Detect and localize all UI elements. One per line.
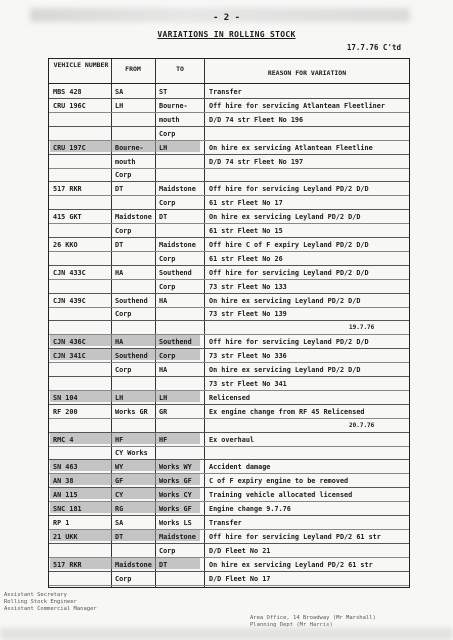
distribution-list-right xyxy=(250,615,376,629)
from-cell: HA xyxy=(115,268,124,277)
vehicle-number-cell: CRU 197C xyxy=(53,143,86,152)
to-cell: Bourne- xyxy=(159,101,188,110)
table-row xyxy=(49,435,411,445)
table-row xyxy=(49,115,411,125)
row-rule xyxy=(49,376,409,377)
vehicle-number-cell: MBS 428 xyxy=(53,88,82,96)
table-row xyxy=(49,476,411,486)
reason-cell: 73 str Fleet No 139 xyxy=(209,310,287,319)
from-cell: DT xyxy=(115,240,124,249)
table-row xyxy=(49,421,411,431)
from-cell: Bourne- xyxy=(115,143,144,152)
table-row xyxy=(49,407,411,417)
from-cell: CY Works xyxy=(115,449,148,458)
vehicle-number-cell: AN 38 xyxy=(53,477,74,486)
to-cell: Maidstone xyxy=(159,532,196,541)
row-rule xyxy=(49,320,409,321)
table-row xyxy=(49,170,411,180)
row-rule xyxy=(49,571,409,572)
vehicle-number-cell: 517 RKR xyxy=(53,185,82,194)
vehicle-number-cell: 415 GKT xyxy=(53,213,82,222)
vehicle-number-cell: SN 463 xyxy=(53,463,78,472)
table-row xyxy=(49,101,411,111)
row-rule xyxy=(49,404,409,405)
reason-cell: C of F expiry engine to be removed xyxy=(209,477,349,486)
from-cell: SA xyxy=(115,88,124,96)
row-rule xyxy=(49,279,409,280)
header-to: TO xyxy=(176,65,184,73)
to-cell: GR xyxy=(159,407,168,416)
from-cell: Southend xyxy=(115,352,148,361)
from-cell: Works GR xyxy=(115,407,148,416)
row-rule xyxy=(49,362,409,363)
row-rule xyxy=(49,154,409,155)
vehicle-number-cell: RF 200 xyxy=(53,407,78,416)
to-cell: LH xyxy=(159,143,168,152)
reason-cell: Training vehicle allocated licensed xyxy=(209,491,353,500)
from-cell: LH xyxy=(115,393,124,402)
to-cell: Southend xyxy=(159,268,192,277)
table-row xyxy=(49,198,411,208)
reason-cell: 73 str Fleet No 336 xyxy=(209,352,287,361)
reason-cell: 73 str Fleet No 133 xyxy=(209,282,287,291)
row-rule xyxy=(49,181,409,182)
from-cell: mouth xyxy=(115,157,136,166)
to-cell: LH xyxy=(159,393,168,402)
table-row xyxy=(49,337,411,347)
reason-cell: Accident damage xyxy=(209,463,271,472)
row-rule xyxy=(49,209,409,210)
reason-cell: Off hire for servicing Leyland PD/2 D/D xyxy=(209,185,369,194)
table-row xyxy=(49,532,411,542)
row-rule xyxy=(49,251,409,252)
to-cell: Maidstone xyxy=(159,185,196,194)
to-cell: Southend xyxy=(159,338,192,347)
table-row xyxy=(49,323,411,333)
vehicle-number-cell: CJN 439C xyxy=(53,296,86,305)
reason-cell: 73 str Fleet No 341 xyxy=(209,379,287,388)
from-cell: Corp xyxy=(115,171,132,180)
from-cell: HF xyxy=(115,435,124,444)
vehicle-number-cell: 517 RKR xyxy=(53,560,82,569)
table-row xyxy=(49,351,411,361)
header-vehicle-number: VEHICLE NUMBER xyxy=(53,61,109,69)
table-row xyxy=(49,309,411,319)
vehicle-number-cell: 26 KKO xyxy=(53,240,78,249)
vehicle-number-cell: RP 1 xyxy=(53,518,70,527)
footer-line: Assistant Commercial Manager xyxy=(4,606,97,612)
row-rule xyxy=(49,112,409,113)
to-cell: Corp xyxy=(159,352,176,361)
footer-line: Assistant Secretary xyxy=(4,592,67,598)
document-date: 17.7.76 C'td xyxy=(346,43,401,52)
table-row xyxy=(49,546,411,556)
vehicle-number-cell: SNC 181 xyxy=(53,505,82,513)
header-from: FROM xyxy=(125,65,141,73)
row-rule xyxy=(49,168,409,169)
to-cell: HA xyxy=(159,366,168,374)
reason-cell: 20.7.76 xyxy=(349,421,375,429)
table-row xyxy=(49,240,411,250)
vehicle-number-cell: CJN 436C xyxy=(53,338,86,347)
to-cell: Maidstone xyxy=(159,240,196,249)
smudge xyxy=(0,628,453,640)
from-cell: HA xyxy=(115,338,124,347)
table-row xyxy=(49,157,411,167)
reason-cell: Off hire for servicing Atlantean Fleetliner xyxy=(209,101,385,110)
reason-cell: On hire ex servicing Leyland PD/2 61 str xyxy=(209,560,373,569)
vehicle-number-cell: CJN 433C xyxy=(53,268,86,277)
table-row xyxy=(49,448,411,458)
table-row xyxy=(49,490,411,500)
table-row xyxy=(49,129,411,139)
header-reason: REASON FOR VARIATION xyxy=(267,69,347,77)
reason-cell: Off hire C of F expiry Leyland PD/2 D/D xyxy=(209,240,369,249)
to-cell: DT xyxy=(159,213,168,222)
table-row xyxy=(49,212,411,222)
from-cell: Corp xyxy=(115,366,132,374)
to-cell: Corp xyxy=(159,254,176,263)
reason-cell: D/D Fleet No 21 xyxy=(209,546,271,555)
from-cell: Corp xyxy=(115,574,132,583)
to-cell: Corp xyxy=(159,129,176,138)
table-row xyxy=(49,268,411,278)
table-row xyxy=(49,296,411,306)
page-number: - 2 - xyxy=(212,13,241,23)
row-rule xyxy=(49,418,409,419)
variations-table xyxy=(48,58,410,588)
reason-cell: Off hire for servicing Leyland PD/2 D/D xyxy=(209,268,369,277)
reason-cell: D/D 74 str Fleet No 196 xyxy=(209,115,304,124)
to-cell: Works CY xyxy=(159,491,192,500)
row-rule xyxy=(49,585,409,586)
reason-cell: Ex overhaul xyxy=(209,435,255,444)
to-cell: mouth xyxy=(159,115,180,124)
reason-cell: On hire ex servicing Leyland PD/2 D/D xyxy=(209,213,361,222)
table-row xyxy=(49,87,411,97)
reason-cell: 61 str Fleet No 26 xyxy=(209,254,283,263)
row-rule xyxy=(49,237,409,238)
reason-cell: On hire ex servicing Leyland PD/2 D/D xyxy=(209,366,361,374)
reason-cell: Transfer xyxy=(209,518,242,527)
table-row xyxy=(49,254,411,264)
distribution-list xyxy=(4,592,97,613)
to-cell: HA xyxy=(159,296,168,305)
table-row xyxy=(49,282,411,292)
document-title: VARIATIONS IN ROLLING STOCK xyxy=(157,30,296,39)
from-cell: LH xyxy=(115,101,124,110)
from-cell: Southend xyxy=(115,296,148,305)
vehicle-number-cell: CJN 341C xyxy=(53,352,86,361)
to-cell: ST xyxy=(159,88,168,96)
row-rule xyxy=(49,307,409,308)
to-cell: Works LS xyxy=(159,518,192,527)
vehicle-number-cell: 21 UKK xyxy=(53,532,78,541)
row-rule xyxy=(49,265,409,266)
to-cell: DT xyxy=(159,560,168,569)
from-cell: GF xyxy=(115,477,124,486)
to-cell: Works GF xyxy=(159,477,192,486)
row-rule xyxy=(49,223,409,224)
row-rule xyxy=(49,195,409,196)
table-row xyxy=(49,226,411,236)
reason-cell: 61 str Fleet No 17 xyxy=(209,199,283,208)
header-rule xyxy=(49,83,409,84)
table-row xyxy=(49,574,411,584)
row-rule xyxy=(49,98,409,99)
from-cell: RG xyxy=(115,505,124,513)
to-cell: Corp xyxy=(159,199,176,208)
reason-cell: Transfer xyxy=(209,88,242,96)
from-cell: Maidstone xyxy=(115,560,152,569)
reason-cell: D/D Fleet No 17 xyxy=(209,574,271,583)
table-row xyxy=(49,462,411,472)
from-cell: Corp xyxy=(115,227,132,235)
vehicle-number-cell: RMC 4 xyxy=(53,435,74,444)
footer-line: Planning Dept (Mr Harris) xyxy=(250,622,333,628)
table-row xyxy=(49,143,411,153)
row-rule xyxy=(49,293,409,294)
to-cell: HF xyxy=(159,435,168,444)
reason-cell: 19.7.76 xyxy=(349,324,375,332)
to-cell: Works WY xyxy=(159,463,192,472)
reason-cell: D/D 74 str Fleet No 197 xyxy=(209,157,304,166)
from-cell: DT xyxy=(115,185,124,194)
reason-cell: On hire ex servicing Leyland PD/2 D/D xyxy=(209,296,361,305)
row-rule xyxy=(49,515,409,516)
table-row xyxy=(49,379,411,389)
from-cell: SA xyxy=(115,518,124,527)
to-cell: Works GF xyxy=(159,505,192,513)
table-row xyxy=(49,518,411,528)
table-row xyxy=(49,560,411,570)
vehicle-number-cell: SN 104 xyxy=(53,393,78,402)
from-cell: DT xyxy=(115,532,124,541)
to-cell: Corp xyxy=(159,282,176,291)
from-cell: WY xyxy=(115,463,124,472)
vehicle-number-cell: CRU 196C xyxy=(53,101,86,110)
reason-cell: Off hire for servicing Leyland PD/2 61 str xyxy=(209,532,381,541)
row-rule xyxy=(49,446,409,447)
reason-cell: Off hire for servicing Leyland PD/2 D/D xyxy=(209,338,369,347)
table-row xyxy=(49,393,411,403)
table-row xyxy=(49,365,411,375)
reason-cell: On hire ex servicing Atlantean Fleetline xyxy=(209,143,373,152)
footer-line: Rolling Stock Engineer xyxy=(4,599,77,605)
from-cell: Corp xyxy=(115,310,132,319)
reason-cell: 61 str Fleet No 15 xyxy=(209,227,283,235)
table-row xyxy=(49,504,411,514)
vehicle-number-cell: AN 115 xyxy=(53,491,78,500)
row-rule xyxy=(49,543,409,544)
reason-cell: Relicensed xyxy=(209,393,250,402)
row-rule xyxy=(49,126,409,127)
from-cell: Maidstone xyxy=(115,213,152,222)
to-cell: Corp xyxy=(159,546,176,555)
table-row xyxy=(49,184,411,194)
reason-cell: Ex engine change from RF 45 Relicensed xyxy=(209,407,365,416)
reason-cell: Engine change 9.7.76 xyxy=(209,505,291,513)
footer-line: Area Office, 14 Broadway (Mr Marshall) xyxy=(250,615,376,621)
from-cell: CY xyxy=(115,491,124,500)
